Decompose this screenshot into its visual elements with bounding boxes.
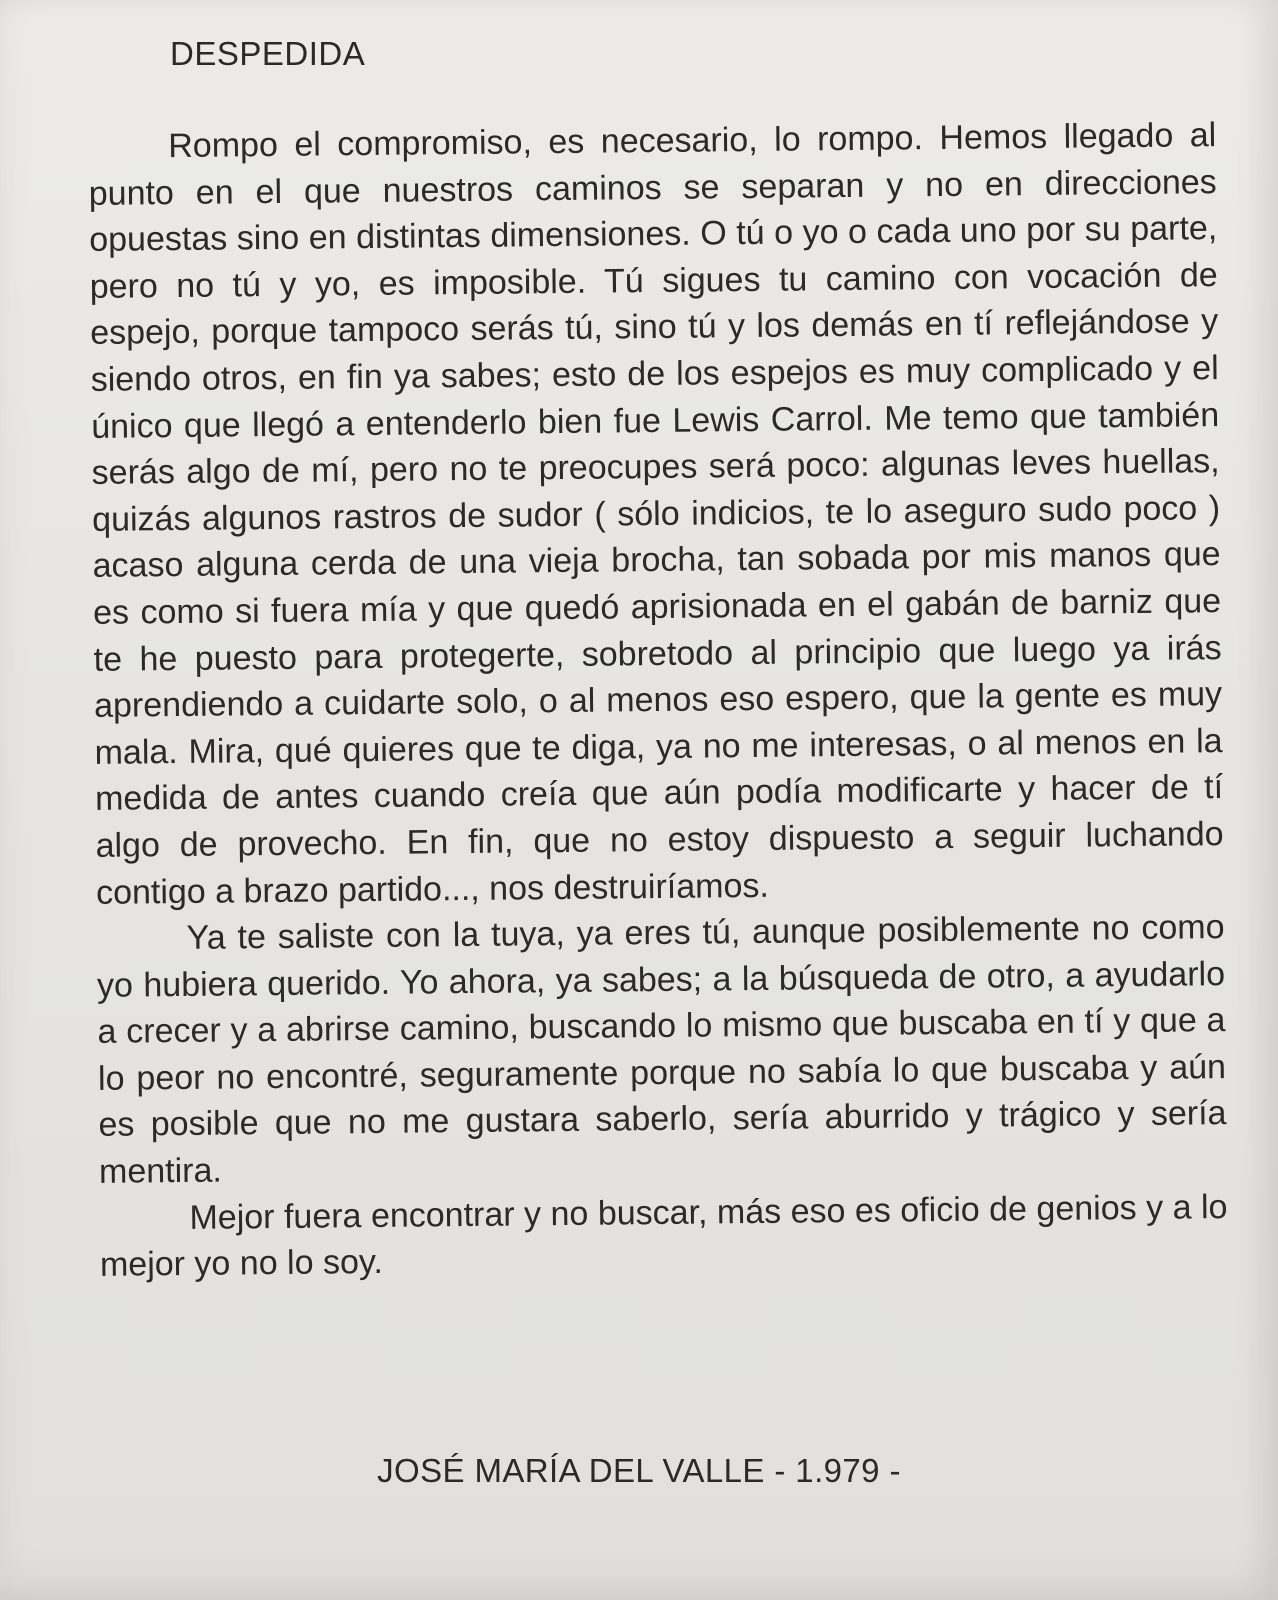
document-body — [88, 112, 1228, 1289]
paragraph: Ya te saliste con la tuya, ya eres tú, aunque posiblemente no como yo hubiera querido. Yo ahora, ya sabes; a la búsqueda de otro, a ayudarlo a crecer y a abrirse camino, buscando lo mismo que buscaba en tí y que a lo peor no encontré, seguramente porque no sabía lo que buscaba y aún es posible que no me gustara saberlo, sería aburrido y trágico y sería mentira. — [96, 908, 1227, 1191]
paragraph: Rompo el compromiso, es necesario, lo rompo. Hemos llegado al punto en el que nuestros caminos se separan y no en direcciones opuestas sino en distintas dimensiones. O tú o yo o cada uno por su parte, pero no tú y yo, es imposible. Tú sigues tu camino con vocación de espejo, porque tampoco serás tú, sino tú y los demás en tí reflejándose y siendo otros, en fin ya sabes; esto de los espejos es muy complicado y el único que llegó a entenderlo bien fue Lewis Carrol. Me temo que también serás algo de mí, pero no te preocupes será poco: algunas leves huellas, quizás algunos rastros de sudor ( sólo indicios, te lo aseguro sudo poco ) acaso alguna cerda de una vieja brocha, tan sobada por mis manos que es como si fuera mía y que quedó aprisionada en el gabán de barniz que te he puesto para protegerte, sobretodo al principio que luego ya irás aprendiendo a cuidarte solo, o al menos eso espero, que la gente es muy mala. Mira, qué quieres que te diga, ya no me interesas, o al menos en la medida de antes cuando creía que aún podía modificarte y hacer de tí algo de provecho. En fin, que no estoy dispuesto a seguir luchando contigo a brazo partido..., nos destruiríamos. — [88, 116, 1224, 912]
document-content — [88, 20, 1228, 1285]
author-signature: JOSÉ MARÍA DEL VALLE - 1.979 - — [377, 1452, 901, 1489]
document-title: DESPEDIDA — [170, 35, 366, 72]
paragraph: Mejor fuera encontrar y no buscar, más eso es oficio de genios y a lo mejor yo no lo soy. — [99, 1187, 1228, 1285]
